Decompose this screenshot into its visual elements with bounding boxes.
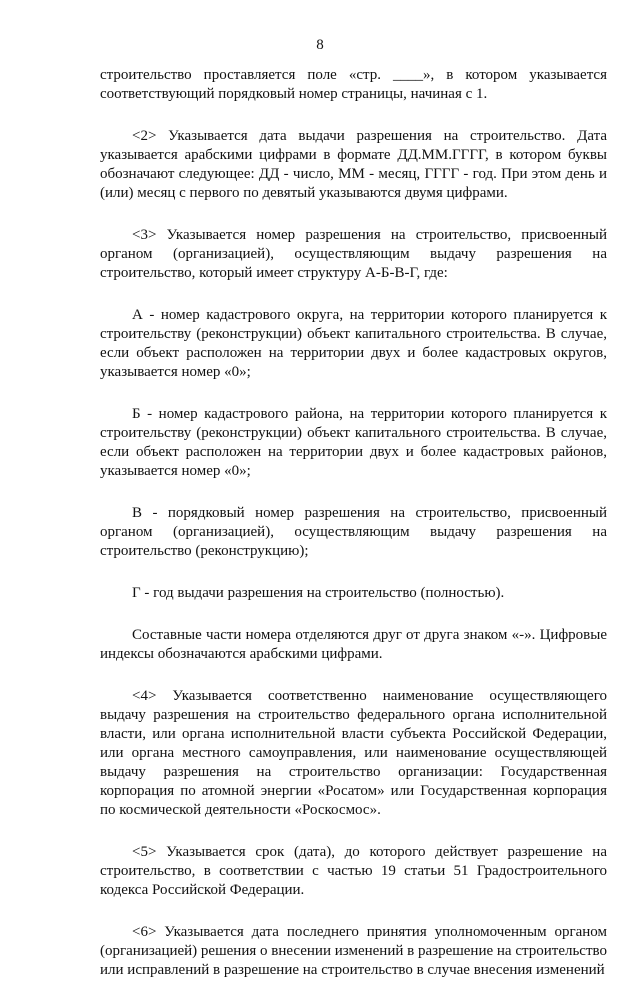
footnote-3-paragraph: <3> Указывается номер разрешения на строительство, присвоенный органом (организацией), осуществляющим выдачу разрешения на строительство, который имеет структуру А-Б-В-Г, где: [100,227,607,281]
document-body [100,66,607,1003]
page-number: 8 [316,37,324,53]
footnote-4-paragraph: <4> Указывается соответственно наименование осуществляющего выдачу разрешения на строительство федерального органа исполнительной власти, или органа исполнительной власти субъекта Российской Федерации, или органа местного самоуправления, или наименование осуществляющей выдачу разрешения на строительство организации: Государственная корпорация по атомной энергии «Росатом» или Государственная корпорация по космической деятельности «Роскосмос». [100,688,607,818]
structure-part-a-paragraph: А - номер кадастрового округа, на территории которого планируется к строительству (реконструкции) объект капитального строительства. В случае, если объект расположен на территории двух и более кадастровых округов, указывается номер «0»; [100,307,607,380]
structure-part-v-paragraph: В - порядковый номер разрешения на строительство, присвоенный органом (организацией), осуществляющим выдачу разрешения на строительство (реконструкцию); [100,505,607,559]
paragraph-continuation: строительство проставляется поле «стр. ____», в котором указывается соответствующий порядковый номер страницы, начиная с 1. [100,67,607,102]
structure-part-g-paragraph: Г - год выдачи разрешения на строительство (полностью). [132,585,505,601]
footnote-6-paragraph: <6> Указывается дата последнего принятия уполномоченным органом (организацией) решения о внесении изменений в разрешение на строительство или исправлений в разрешение на строительство в случае внесения изменений [100,924,607,978]
structure-part-b-paragraph: Б - номер кадастрового района, на территории которого планируется к строительству (реконструкции) объект капитального строительства. В случае, если объект расположен на территории двух и более кадастровых районов, указывается номер «0»; [100,406,607,479]
footnote-5-paragraph: <5> Указывается срок (дата), до которого действует разрешение на строительство, в соответствии с частью 19 статьи 51 Градостроительного кодекса Российской Федерации. [100,844,607,898]
number-separator-paragraph: Составные части номера отделяются друг от друга знаком «-». Цифровые индексы обозначаются арабскими цифрами. [100,627,607,662]
footnote-2-paragraph: <2> Указывается дата выдачи разрешения на строительство. Дата указывается арабскими цифрами в формате ДД.ММ.ГГГГ, в котором буквы обозначают следующее: ДД - число, ММ - месяц, ГГГГ - год. При этом день и (или) месяц с первого по девятый указываются двумя цифрами. [100,128,607,201]
